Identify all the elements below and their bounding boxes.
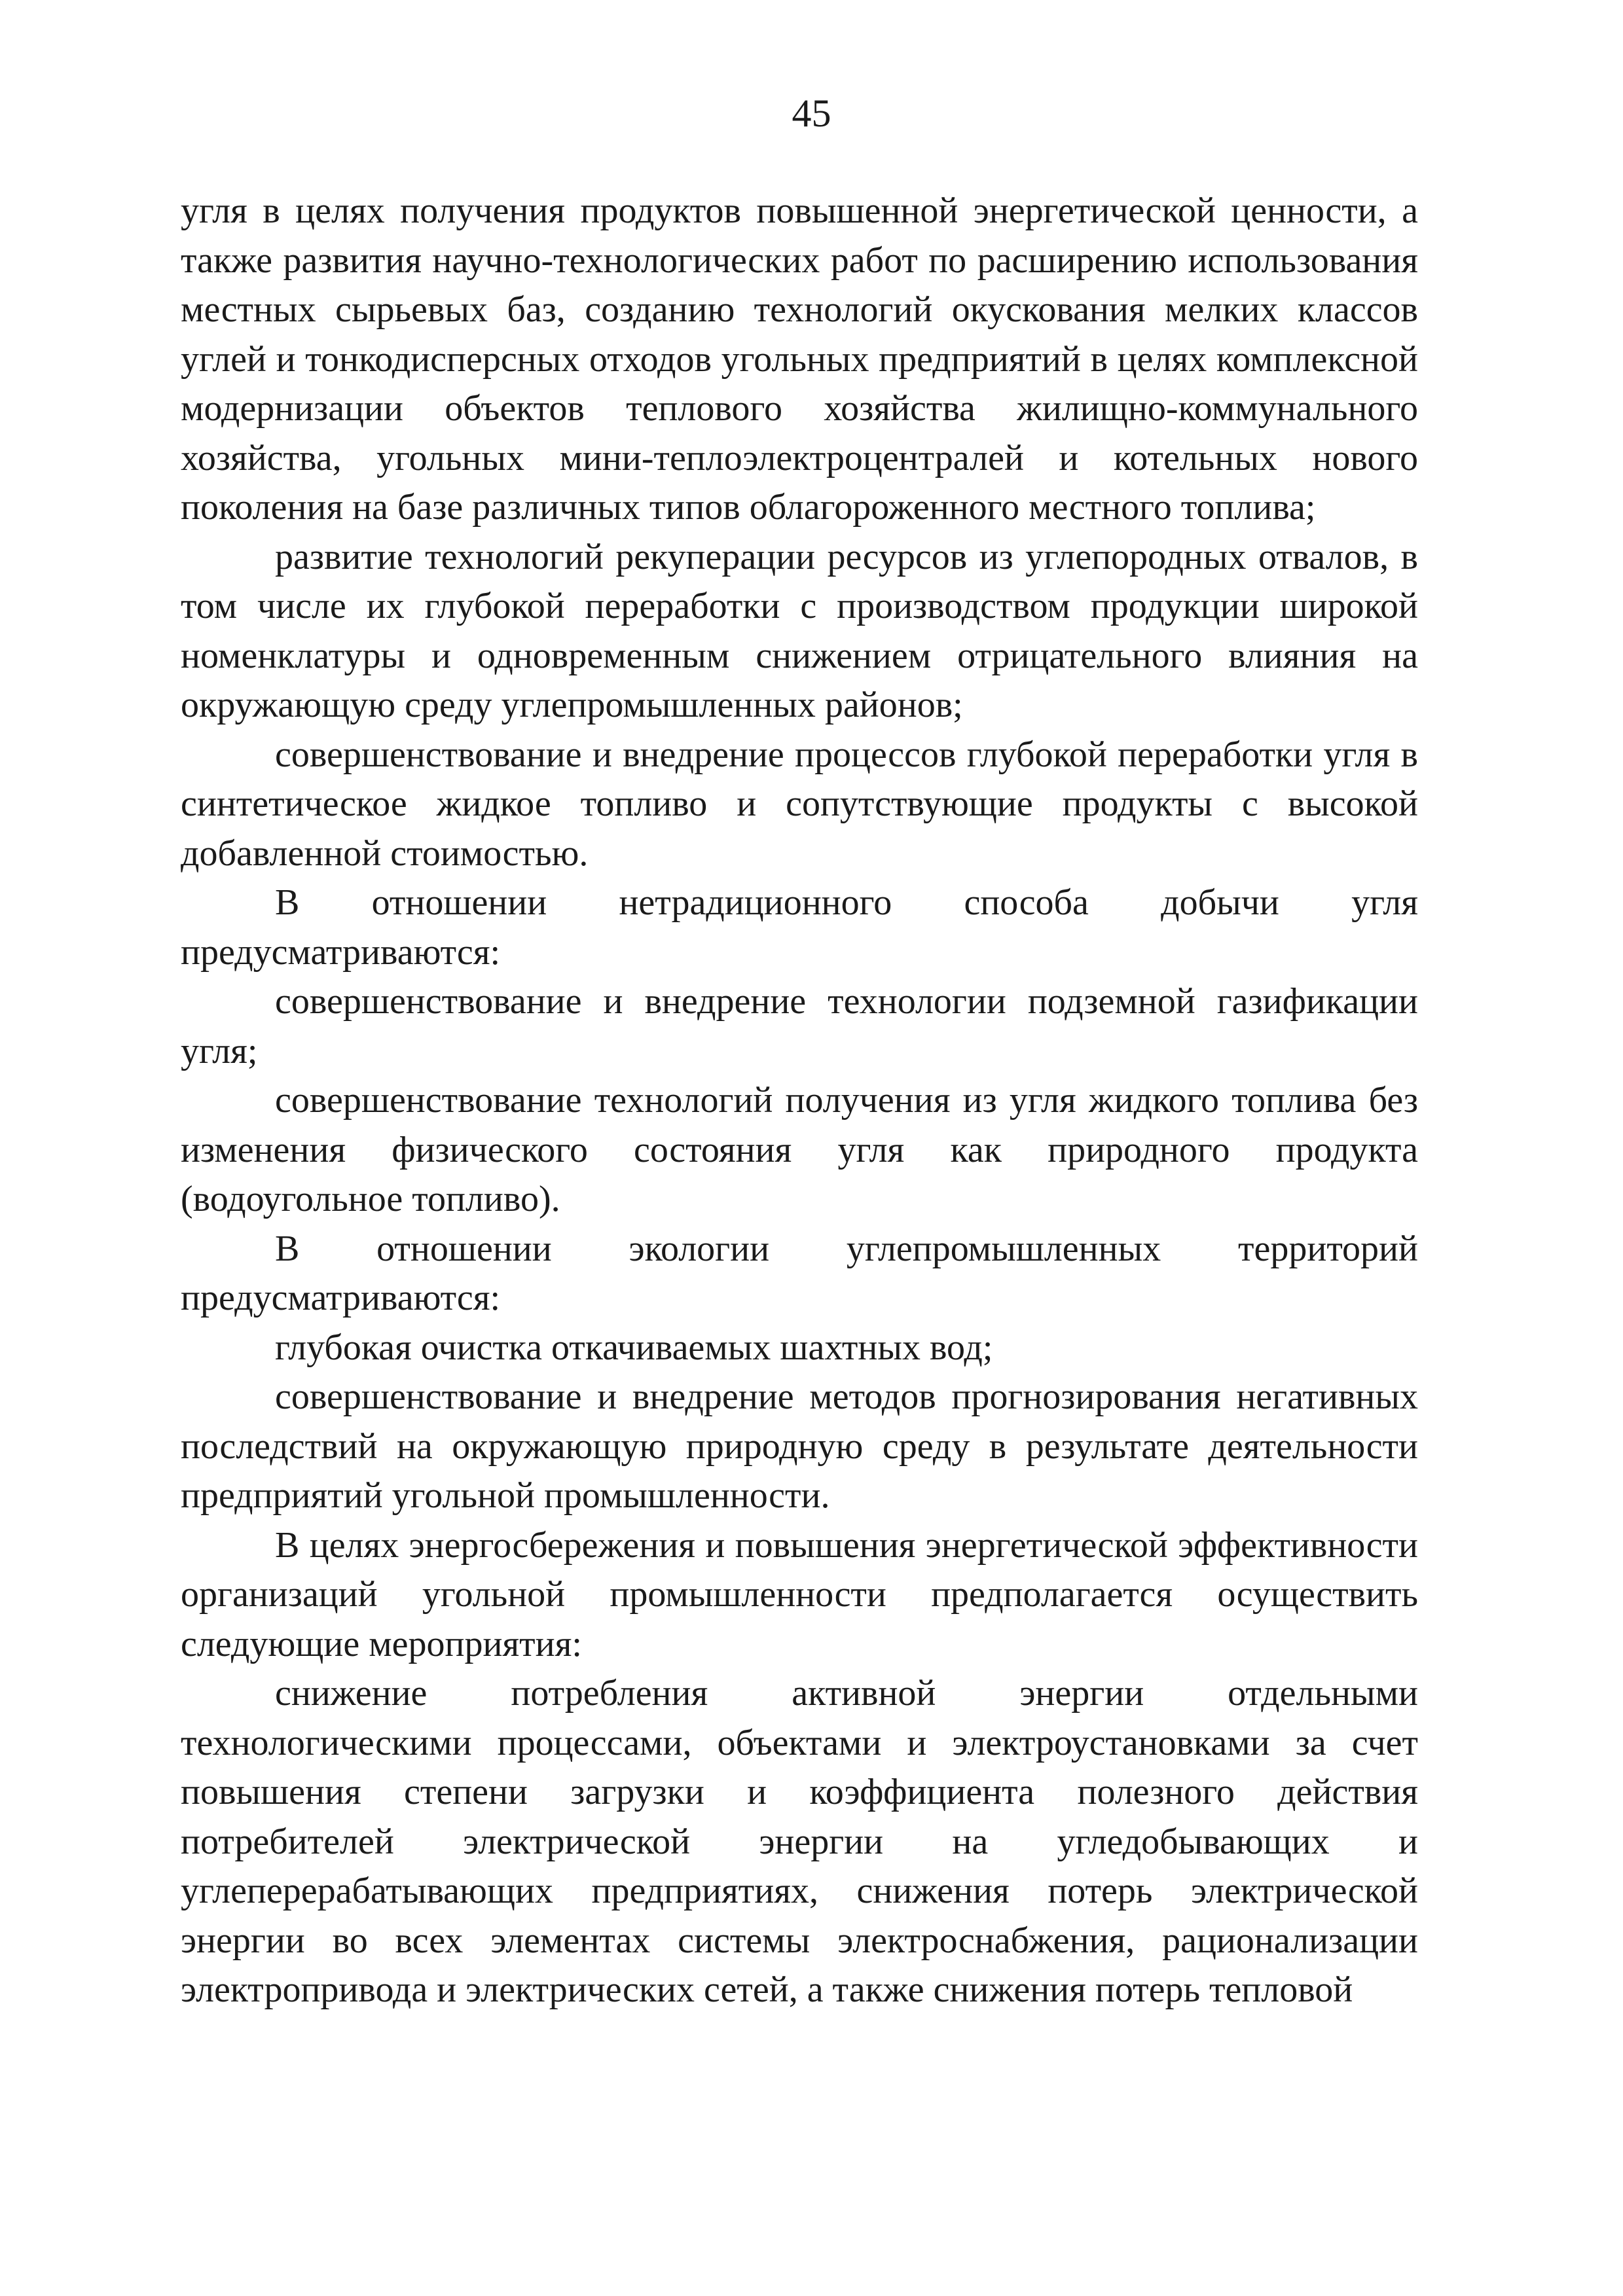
document-body — [181, 187, 1418, 2015]
paragraph-coal-water-fuel: совершенствование технологий получения из угля жидкого топлива без изменения физического состояния угля как природного продукта (водоугольное топливо). — [181, 1080, 1418, 1219]
paragraph-synthetic-liquid-fuel: совершенствование и внедрение процессов глубокой переработки угля в синтетическое жидкое топливо и сопутствующие продукты с высокой добавленной стоимостью. — [181, 734, 1418, 874]
paragraph-ecology-heading: В отношении экологии углепромышленных территорий предусматриваются: — [181, 1228, 1418, 1318]
paragraph-waste-dump-recovery: развитие технологий рекуперации ресурсов из углепородных отвалов, в том числе их глубокой переработки с производством продукции широкой номенклатуры и одновременным снижением отрицательного влияния на окружающую среду углепромышленных районов; — [181, 536, 1418, 725]
paragraph-coal-processing-continued: угля в целях получения продуктов повышенной энергетической ценности, а также развития научно-технологических работ по расширению использования местных сырьевых баз, созданию технологий окускования мелких классов углей и тонкодисперсных отходов угольных предприятий в целях комплексной модернизации объектов теплового хозяйства жилищно-коммунального хозяйства, угольных мини-теплоэлектроцентралей и котельных нового поколения на базе различных типов облагороженного местного топлива; — [181, 190, 1418, 528]
paragraph-mine-water-treatment: глубокая очистка откачиваемых шахтных вод; — [275, 1327, 993, 1368]
page-number: 45 — [792, 92, 831, 135]
paragraph-energy-saving-heading: В целях энергосбережения и повышения энергетической эффективности организаций угольной промышленности предполагается осуществить следующие мероприятия: — [181, 1524, 1418, 1664]
paragraph-nontraditional-mining-heading: В отношении нетрадиционного способа добычи угля предусматриваются: — [181, 882, 1418, 973]
paragraph-active-energy-reduction: снижение потребления активной энергии отдельными технологическими процессами, объектами и электроустановками за счет повышения степени загрузки и коэффициента полезного действия потребителей электрической энергии на угледобывающих и углеперерабатывающих предприятиях, снижения потерь электрической энергии во всех элементах системы электроснабжения, рационализации электропривода и электрических сетей, а также снижения потерь тепловой — [181, 1673, 1418, 2010]
paragraph-underground-gasification: совершенствование и внедрение технологии подземной газификации угля; — [181, 981, 1418, 1071]
paragraph-forecasting-methods: совершенствование и внедрение методов прогнозирования негативных последствий на окружающую природную среду в результате деятельности предприятий угольной промышленности. — [181, 1376, 1418, 1516]
